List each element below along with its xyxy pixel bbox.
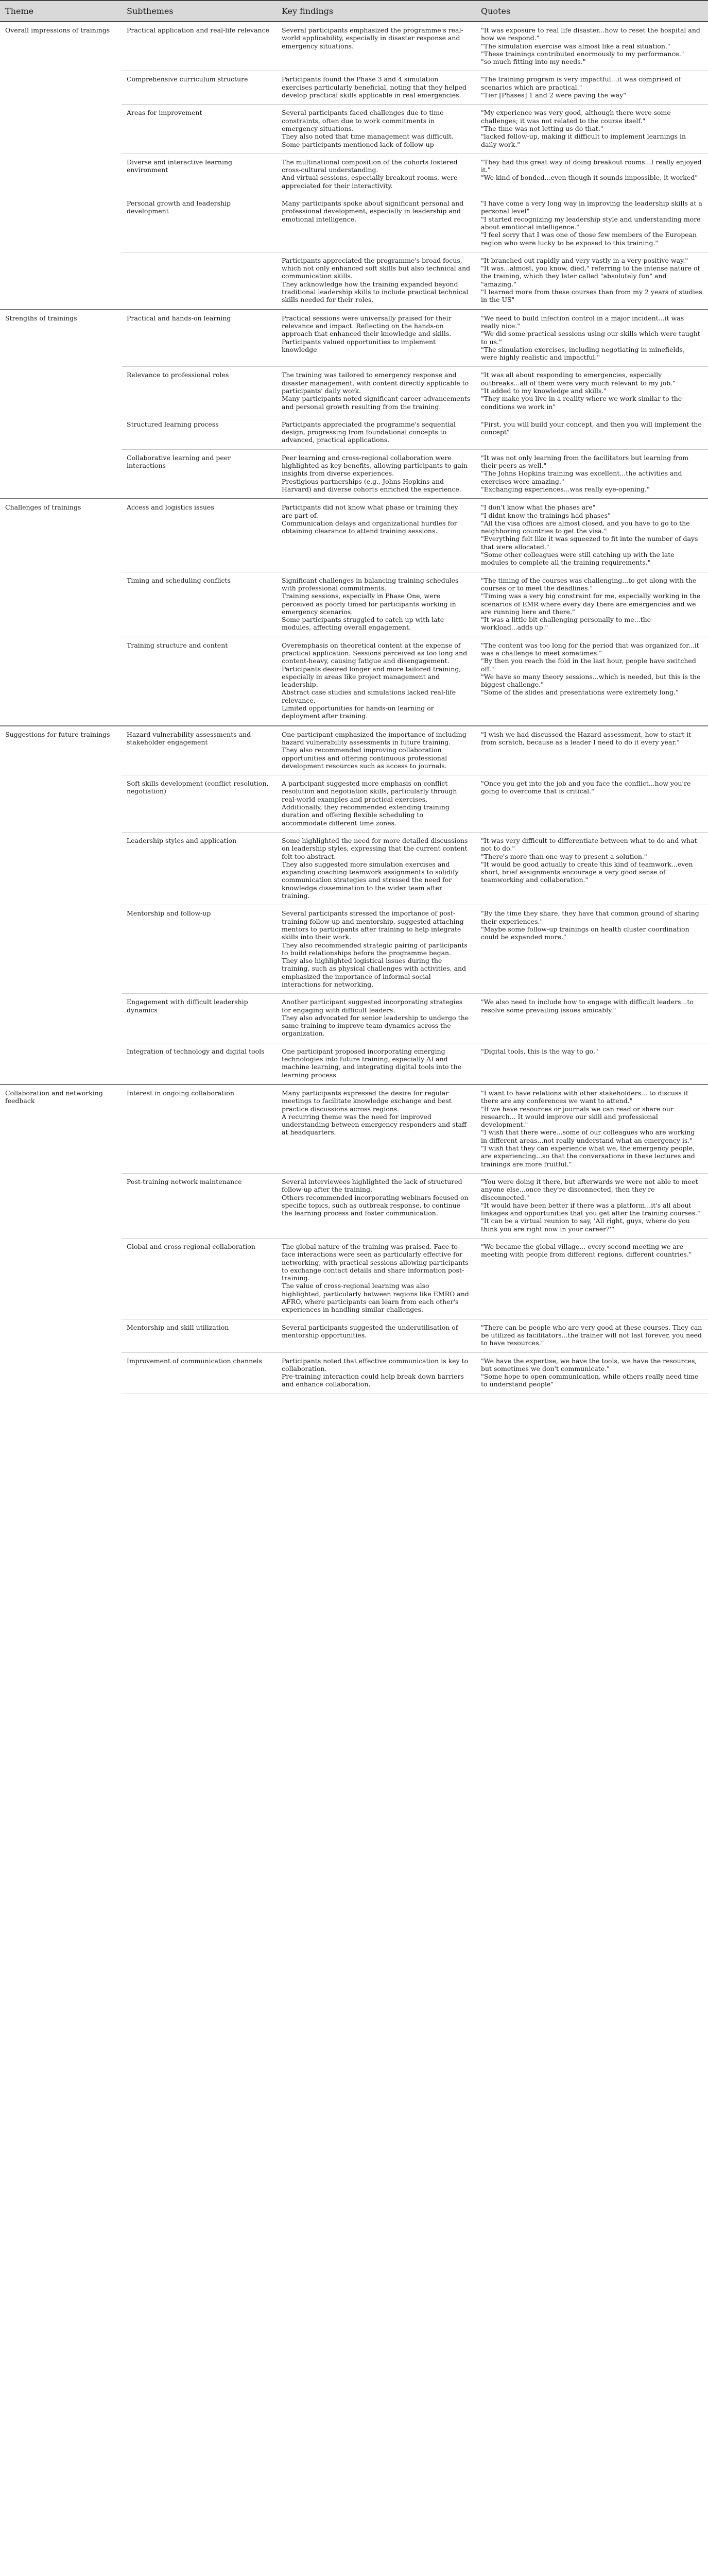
theme-cell [0,1239,122,1319]
finding-text: The training was tailored to emergency response and disaster management, with content directly applicable to participants' daily work. [282,371,469,395]
finding-text: Peer learning and cross-regional collaboration were highlighted as key benefits, allowing participants to gain insights from diverse experiences. [282,453,468,478]
quotes-cell [476,195,708,252]
theme-cell [0,154,122,195]
finding-text: Many participants expressed the desire for regular meetings to facilitate knowledge exchange and best practice discussions across regions. [282,1089,452,1113]
quote-text: "Timing was a very big constraint for me, especially working in the scenarios of EMR where every day there are emergencies and we are running here and there." [481,592,701,616]
subtheme-cell: Practical application and real-life relevance [122,22,277,71]
subtheme-cell: Training structure and content [122,637,277,725]
table-row [0,499,708,572]
quotes-cell [476,775,708,833]
finding-text: Limited opportunities for hands-on learning or deployment after training. [282,704,434,720]
finding-text: They acknowledge how the training expanded beyond traditional leadership skills to include practical technical skills needed for their roles. [282,280,469,304]
quotes-cell [476,449,708,499]
quote-text: "The training program is very impactful...it was comprised of scenarios which are practical." [481,75,681,91]
quote-text: "Some hope to open communication, while others really need time to understand people" [481,1372,699,1388]
quote-text: "It was a little bit challenging personally to me...the workload...adds up." [481,616,651,632]
findings-cell [277,775,476,833]
theme-cell [0,449,122,499]
finding-text: Participants did not know what phase or training they are part of. [282,503,458,519]
quote-text: "I wish we had discussed the Hazard assessment, how to start it from scratch, because as a leader I need to do it every year." [481,730,692,746]
quote-text: "They had this great way of doing breakout rooms...I really enjoyed it." [481,158,702,174]
findings-cell [277,832,476,905]
findings-cell [277,905,476,994]
finding-text: They also recommended strategic pairing of participants to build relationships before the programme began. [282,941,468,957]
quote-text: "These trainings contributed enormously to my performance." [481,49,684,58]
quote-text: "The timing of the courses was challenging...to get along with the courses or to meet the deadlines." [481,576,697,592]
header-key-findings: Key findings [277,1,476,22]
finding-text: And virtual sessions, especially breakout rooms, were appreciated for their interactivity. [282,174,458,190]
quote-text: "Exchanging experiences...was really eye-opening." [481,485,650,493]
quote-text: "The time was not letting us do that." [481,124,603,132]
quote-text: "Everything felt like it was squeezed to fit into the number of days that were allocated." [481,535,698,551]
table-row [0,637,708,725]
quote-text: "My experience was very good, although there were some challenges; it was not related to the course itself." [481,109,671,125]
quote-text: "We became the global village... every second meeting we are meeting with people from different regions, different countries." [481,1243,692,1259]
finding-text: They also noted that time management was difficult. [282,132,454,141]
table-row [0,449,708,499]
quotes-cell [476,1043,708,1084]
quote-text: "I feel sorry that I was one of those few members of the European region who were lucky to be exposed to this training." [481,231,697,247]
finding-text: Participants found the Phase 3 and 4 simulation exercises particularly beneficial, noting that they helped develop practical skills applicable in real emergencies. [282,75,467,99]
finding-text: Some participants mentioned lack of follow-up [282,140,434,148]
theme-cell [0,637,122,725]
quote-text: "I wish that there were...some of our colleagues who are working in different areas...not really understand what an emergency is." [481,1128,695,1144]
finding-text: Some participants struggled to catch up with late modules, affecting overall engagement. [282,616,444,632]
theme-cell [0,905,122,994]
table-row [0,71,708,105]
quote-text: "They make you live in a reality where we work similar to the conditions we work in" [481,395,682,411]
finding-text: Additionally, they recommended extending training duration and offering flexible scheduling to accommodate different time zones. [282,803,450,827]
finding-text: Participants valued opportunities to implement knowledge [282,337,436,353]
quote-text: "By then you reach the fold in the last hour, people have switched off." [481,657,696,673]
findings-cell [277,1173,476,1238]
quotes-cell [476,499,708,572]
quote-text: "There's more than one way to present a solution." [481,852,647,860]
table-row [0,416,708,449]
finding-text: Participants appreciated the programme's broad focus, which not only enhanced soft skills but also technical and communication skills. [282,256,471,280]
quote-text: "The simulation exercise was almost like a real situation." [481,42,670,50]
quote-text: "so much fitting into my needs." [481,58,586,66]
findings-cell [277,71,476,105]
theme-cell: Challenges of trainings [0,499,122,572]
subtheme-cell: Practical and hands-on learning [122,310,277,367]
quote-text: "We need to build infection control in a major incident...it was really nice." [481,314,684,330]
finding-text: The value of cross-regional learning was also highlighted, particularly between regions like EMRO and AFRO, where participants can learn from each other's experiences in handling similar challenges. [282,1282,469,1314]
finding-text: Communication delays and organizational hurdles for obtaining clearance to attend training sessions. [282,519,457,535]
quote-text: "The Johns Hopkins training was excellent...the activities and exercises were amazing." [481,469,682,485]
table-row [0,1173,708,1238]
subtheme-cell: Integration of technology and digital tools [122,1043,277,1084]
finding-text: One participant emphasized the importance of including hazard vulnerability assessments in future training. [282,730,467,746]
table-row [0,1043,708,1084]
quote-text: "Some other colleagues were still catching up with the late modules to complete all the training requirements." [481,551,675,567]
theme-cell [0,367,122,416]
table-row [0,832,708,905]
table-row [0,105,708,154]
quote-text: "Digital tools, this is the way to go." [481,1047,598,1055]
subtheme-cell: Relevance to professional roles [122,367,277,416]
quote-text: "There can be people who are very good at these courses. They can be utilized as facilitators...the trainer will not last forever, you need to have resources." [481,1323,702,1347]
table-row [0,154,708,195]
finding-text: One participant proposed incorporating emerging technologies into future training, especially AI and machine learning, and integrating digital tools into the learning process [282,1047,462,1079]
quotes-cell [476,1239,708,1319]
finding-text: A participant suggested more emphasis on conflict resolution and negotiation skills, particularly through real-world examples and practical exercises. [282,779,457,803]
quote-text: "We did some practical sessions using our skills which were taught to us." [481,330,700,346]
quote-text: "It can be a virtual reunion to say, 'All right, guys, where do you think you are right now in your career?'" [481,1217,690,1233]
findings-cell [277,726,476,775]
theme-cell: Strengths of trainings [0,310,122,367]
finding-text: Pre-training interaction could help break down barriers and enhance collaboration. [282,1372,464,1388]
findings-cell [277,449,476,499]
quote-text: "Tier [Phases] 1 and 2 were paving the way" [481,91,627,99]
quote-text: "I want to have relations with other stakeholders... to discuss if there are any conferences we want to attend." [481,1089,688,1105]
quote-text: "You were doing it there, but afterwards we were not able to meet anyone else...once they're disconnected, then they're disconnected." [481,1177,698,1201]
subtheme-cell: Post-training network maintenance [122,1173,277,1238]
findings-cell [277,154,476,195]
theme-cell: Overall impressions of trainings [0,22,122,71]
quote-text: "I didnt know the trainings had phases" [481,511,611,519]
quote-text: "We also need to include how to engage with difficult leaders...to resolve some prevailing issues amicably." [481,998,694,1014]
findings-cell [277,416,476,449]
header-theme: Theme [0,1,122,22]
finding-text: They also suggested more simulation exercises and expanding coaching teamwork assignments to solidify communication strategies and stressed the need for knowledge dissemination to the wider team after training. [282,860,459,900]
quote-text: "We have so many theory sessions...which is needed, but this is the biggest challenge." [481,672,701,689]
subtheme-cell: Soft skills development (conflict resolution, negotiation) [122,775,277,833]
quote-text: "Maybe some follow-up trainings on health cluster coordination could be expanded more." [481,925,689,941]
theme-cell [0,252,122,309]
quotes-cell [476,367,708,416]
subtheme-cell: Mentorship and skill utilization [122,1319,277,1352]
finding-text: Prestigious partnerships (e.g., Johns Hopkins and Harvard) and diverse cohorts enriched the experience. [282,477,461,493]
quote-text: "I learned more from these courses than from my 2 years of studies in the US" [481,288,702,304]
table-row [0,1319,708,1352]
quotes-cell [476,22,708,71]
table-row [0,367,708,416]
theme-cell: Collaboration and networking feedback [0,1084,122,1173]
findings-cell [277,195,476,252]
quotes-cell [476,905,708,994]
quotes-cell [476,252,708,309]
quote-text: "It would have been better if there was a platform...it's all about linkages and opportunities that you get after the training courses." [481,1201,700,1217]
finding-text: Abstract case studies and simulations lacked real-life relevance. [282,688,456,704]
findings-cell [277,572,476,637]
quotes-cell [476,154,708,195]
quote-text: "It was not only learning from the facilitators but learning from their peers as well." [481,453,689,470]
quote-text: "It branched out rapidly and very vastly in a very positive way." [481,256,688,264]
finding-text: Overemphasis on theoretical content at the expense of practical application. Sessions perceived as too long and content-heavy, causing fatigue and disengagement. [282,641,468,665]
finding-text: Significant challenges in balancing training schedules with professional commitments. [282,576,459,592]
finding-text: Participants desired longer and more tailored training, especially in areas like project management and leadership. [282,665,461,689]
findings-cell [277,22,476,71]
findings-cell [277,1043,476,1084]
subtheme-cell: Collaborative learning and peer interactions [122,449,277,499]
quote-text: "It was exposure to real life disaster...how to reset the hospital and how we respond." [481,26,700,42]
finding-text: Many participants noted significant career advancements and personal growth resulting from the training. [282,395,471,411]
quotes-cell [476,994,708,1043]
table-row [0,1084,708,1173]
table-row [0,1239,708,1319]
finding-text: They also highlighted logistical issues during the training, such as physical challenges with activities, and emphasized the importance of informal social interactions for networking. [282,957,467,988]
quotes-cell [476,637,708,725]
finding-text: Several participants faced challenges due to time constraints, often due to work commitments in emergency situations. [282,109,444,132]
quotes-cell [476,1319,708,1352]
findings-cell [277,252,476,309]
table-row [0,994,708,1043]
table-row [0,905,708,994]
quote-text: "Once you get into the job and you face the conflict...how you're going to overcome that is critical." [481,779,691,795]
findings-cell [277,367,476,416]
subtheme-cell: Comprehensive curriculum structure [122,71,277,105]
table-row [0,775,708,833]
quote-text: "If we have resources or journals we can read or share our research... It would improve our skill and professional development." [481,1105,674,1129]
quotes-cell [476,572,708,637]
theme-cell [0,1173,122,1238]
quote-text: "It was all about responding to emergencies, especially outbreaks...all of them were very much relevant to my job." [481,371,676,387]
finding-text: Practical sessions were universally praised for their relevance and impact. Reflecting on the hands-on approach that enhanced their knowledge and skills. [282,314,452,338]
theme-cell [0,1352,122,1394]
quote-text: "I have come a very long way in improving the leadership skills at a personal level" [481,199,702,215]
quote-text: "All the visa offices are almost closed, and you have to go to the neighboring countries to get the visa." [481,519,690,535]
quote-text: "It added to my knowledge and skills." [481,386,607,395]
finding-text: Several interviewees highlighted the lack of structured follow-up after the training. [282,1177,462,1194]
finding-text: Several participants emphasized the programme's real-world applicability, especially in disaster response and emergency situations. [282,26,463,50]
quotes-cell [476,832,708,905]
subtheme-cell: Mentorship and follow-up [122,905,277,994]
quote-text: "Some of the slides and presentations were extremely long." [481,688,679,697]
finding-text: Some highlighted the need for more detailed discussions on leadership styles, expressing that the current content felt too abstract. [282,836,468,860]
table-row [0,22,708,71]
quote-text: "By the time they share, they have that common ground of sharing their experiences." [481,909,699,925]
subtheme-cell: Leadership styles and application [122,832,277,905]
subtheme-cell: Hazard vulnerability assessments and stakeholder engagement [122,726,277,775]
quotes-cell [476,105,708,154]
finding-text: The global nature of the training was praised. Face-to-face interactions were seen as particularly effective for networking, with practical sessions allowing participants to exchange contact details and share information post-training. [282,1243,469,1282]
theme-cell [0,1043,122,1084]
table-row [0,726,708,775]
theme-cell [0,105,122,154]
subtheme-cell: Personal growth and leadership development [122,195,277,252]
theme-cell [0,572,122,637]
finding-text: Participants noted that effective communication is key to collaboration. [282,1357,469,1372]
finding-text: Many participants spoke about significant personal and professional development, especially in leadership and emotional intelligence. [282,199,464,223]
quote-text: "First, you will build your concept, and then you will implement the concept" [481,420,702,436]
findings-cell [277,1084,476,1173]
theme-cell [0,195,122,252]
finding-text: They also advocated for senior leadership to undergo the same training to improve team dynamics across the organization. [282,1013,469,1038]
subtheme-cell: Global and cross-regional collaboration [122,1239,277,1319]
quote-text: "It would be good actually to create this kind of teamwork...even short, brief assignments encourage a very good sense of teamworking and collaboration." [481,860,693,884]
table-row [0,252,708,309]
quote-text: "We kind of bonded...even though it sounds impossible, it worked" [481,174,698,182]
quote-text: "It was very difficult to differentiate between what to do and what not to do." [481,836,697,853]
theme-cell [0,416,122,449]
subtheme-cell: Engagement with difficult leadership dynamics [122,994,277,1043]
header-subthemes: Subthemes [122,1,277,22]
quotes-cell [476,1352,708,1394]
quote-text: "The simulation exercises, including negotiating in minefields, were highly realistic and impactful." [481,345,685,362]
finding-text: Several participants stressed the importance of post-training follow-up and mentorship, suggested attaching mentors to participants after training to help integrate skills into their work. [282,909,464,941]
quote-text: "I wish that they can experience what we, the emergency people, are experiencing...so that the conversations in these lectures and trainings are more fruitful." [481,1144,695,1168]
table-row [0,310,708,367]
subtheme-cell [122,252,277,309]
quotes-cell [476,71,708,105]
findings-cell [277,994,476,1043]
theme-cell [0,1319,122,1352]
finding-text: Participants appreciated the programme's sequential design, progressing from foundational concepts to advanced, practical applications. [282,420,456,444]
table-row [0,1352,708,1394]
quotes-cell [476,416,708,449]
theme-cell [0,994,122,1043]
subtheme-cell: Interest in ongoing collaboration [122,1084,277,1173]
subtheme-cell: Diverse and interactive learning environment [122,154,277,195]
finding-text: Others recommended incorporating webinars focused on specific topics, such as outbreak response, to continue the learning process and foster communication. [282,1193,469,1217]
finding-text: Another participant suggested incorporating strategies for engaging with difficult leaders. [282,998,463,1014]
quotes-cell [476,726,708,775]
table-row [0,572,708,637]
findings-cell [277,499,476,572]
subtheme-cell: Structured learning process [122,416,277,449]
quote-text: "We have the expertise, we have the tools, we have the resources, but sometimes we don't communicate." [481,1357,697,1372]
quote-text: "It was...almost, you know, died," referring to the intense nature of the training, which they later called "absolutely fun" and "amazing." [481,264,700,288]
quote-text: "The content was too long for the period that was organized for...it was a challenge to meet sometimes." [481,641,699,657]
subtheme-cell: Timing and scheduling conflicts [122,572,277,637]
findings-cell [277,1352,476,1394]
quotes-cell [476,310,708,367]
finding-text: Several participants suggested the underutilisation of mentorship opportunities. [282,1323,458,1339]
theme-cell [0,71,122,105]
header-quotes: Quotes [476,1,708,22]
quote-text: "I started recognizing my leadership style and understanding more about emotional intelligence." [481,215,701,231]
subtheme-cell: Access and logistics issues [122,499,277,572]
findings-cell [277,105,476,154]
findings-cell [277,637,476,725]
quote-text: "lacked follow-up, making it difficult to implement learnings in daily work." [481,132,686,148]
findings-cell [277,1239,476,1319]
finding-text: They also recommended improving collaboration opportunities and offering continuous professional development resources such as access to journals. [282,746,447,770]
table-row [0,195,708,252]
finding-text: Training sessions, especially in Phase One, were perceived as poorly timed for participants working in emergency scenarios. [282,592,456,616]
findings-cell [277,1319,476,1352]
quote-text: "I don't know what the phases are" [481,503,596,512]
theme-cell [0,775,122,833]
subtheme-cell: Areas for improvement [122,105,277,154]
quotes-cell [476,1173,708,1238]
finding-text: The multinational composition of the cohorts fostered cross-cultural understanding. [282,158,458,174]
quotes-cell [476,1084,708,1173]
finding-text: A recurring theme was the need for improved understanding between emergency responders and staff at headquarters. [282,1112,467,1137]
table-header-row [0,1,708,22]
table-body [0,22,708,1394]
theme-cell [0,832,122,905]
theme-cell: Suggestions for future trainings [0,726,122,775]
subtheme-cell: Improvement of communication channels [122,1352,277,1394]
findings-cell [277,310,476,367]
